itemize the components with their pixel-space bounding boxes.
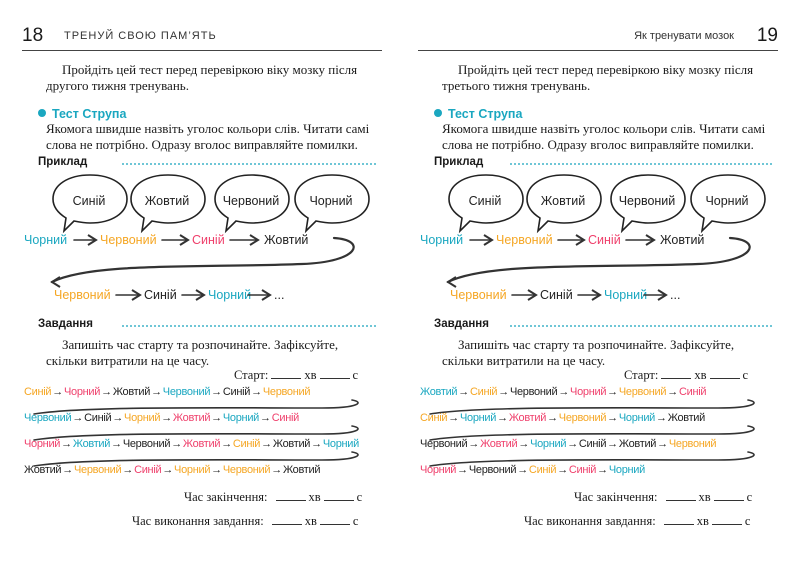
task-return-curves [22, 0, 382, 520]
minutes-blank[interactable] [272, 514, 302, 525]
task-word: Жовтий [480, 438, 518, 450]
arrow-icon: → [547, 412, 558, 424]
example-word: Жовтий [660, 233, 705, 247]
task-word: Червоний [509, 386, 558, 398]
example-word: Чорний [24, 233, 68, 247]
bubble-label: Синій [468, 194, 502, 208]
arrow-icon: → [517, 464, 528, 476]
intro-text: Пройдіть цей тест перед перевіркою віку мозку після третього тижня тренувань. [442, 62, 754, 93]
task-label: Завдання [434, 318, 489, 330]
arrow-icon: → [61, 438, 72, 450]
arrow-icon: → [72, 412, 84, 424]
task-word: Синій [134, 464, 162, 476]
return-curve [34, 426, 358, 440]
arrow-icon: → [458, 386, 469, 398]
seconds-blank[interactable] [714, 490, 744, 501]
task-word: Чорний [420, 464, 457, 476]
ellipsis: ... [670, 288, 681, 302]
task-word: Синій [24, 386, 52, 398]
arrow-icon: → [221, 438, 232, 450]
return-curve [430, 400, 754, 414]
task-return-curves [418, 0, 778, 520]
task-word: Синій [528, 464, 557, 476]
return-curve [34, 400, 358, 414]
arrow-icon: → [161, 412, 172, 424]
task-word: Жовтий [282, 464, 321, 476]
example-word: Червоний [100, 233, 157, 247]
arrow-icon: → [101, 386, 112, 398]
arrow-icon: → [171, 438, 182, 450]
example-word: Синій [540, 288, 573, 302]
end-time-line: Час закінчення: хв с [184, 490, 363, 504]
example-word: Синій [588, 233, 621, 247]
left-page [22, 0, 382, 570]
task-word: Чорний [459, 412, 497, 424]
task-word: Чорний [608, 464, 645, 476]
task-word: Жовтий [72, 438, 111, 450]
end-time-line: Час закінчення: хв с [574, 490, 753, 504]
arrow-icon: → [567, 438, 578, 450]
seconds-blank[interactable] [320, 514, 350, 525]
instructions-text: Якомога швидше назвіть уголос кольори слів. Читати самі слова не потрібно. Одразу вголос виправляйте помилки. [46, 121, 370, 152]
seconds-blank[interactable] [324, 490, 354, 501]
minutes-blank[interactable] [666, 490, 696, 501]
example-word: Червоний [496, 233, 553, 247]
minutes-blank[interactable] [664, 514, 694, 525]
arrow-icon: → [271, 464, 282, 476]
task-word: Чорний [222, 412, 260, 424]
arrow-icon: → [162, 464, 174, 476]
test-title: Тест Струпа [38, 107, 126, 121]
example-word: Синій [192, 233, 225, 247]
bubble-label: Синій [72, 194, 106, 208]
task-word: Червоний [262, 386, 311, 398]
instructions-text: Якомога швидше назвіть уголос кольори слів. Читати самі слова не потрібно. Одразу вголос виправляйте помилки. [442, 121, 766, 152]
task-word: Чорний [322, 438, 359, 450]
arrow-icon: → [211, 412, 222, 424]
task-word: Синій [578, 438, 607, 450]
task-word: Червоний [73, 464, 122, 476]
task-word: Жовтий [618, 438, 657, 450]
task-word: Жовтий [172, 412, 211, 424]
bubble-label: Червоний [618, 194, 676, 208]
task-word: Червоний [122, 438, 171, 450]
example-label: Приклад [434, 156, 484, 168]
arrow-icon: → [497, 412, 508, 424]
task-word: Синій [420, 412, 448, 424]
arrow-icon: → [251, 386, 262, 398]
arrow-icon: → [52, 386, 63, 398]
task-word: Чорний [530, 438, 567, 450]
task-word: Синій [232, 438, 261, 450]
arrow-icon: → [448, 412, 459, 424]
task-text: Запишіть час старту та розпочинайте. Зафіксуйте, скільки витратили на це часу. [46, 337, 339, 368]
task-word: Чорний [124, 412, 161, 424]
task-word: Червоний [24, 412, 72, 424]
task-word: Синій [678, 386, 707, 398]
arrow-icon: → [211, 386, 222, 398]
task-word: Синій [84, 412, 112, 424]
return-curve [430, 426, 754, 440]
bubble-label: Чорний [309, 194, 353, 208]
task-word: Синій [271, 412, 299, 424]
task-word: Чорний [174, 464, 211, 476]
task-word: Синій [568, 464, 597, 476]
task-word: Жовтий [182, 438, 221, 450]
task-word: Жовтий [667, 412, 705, 424]
arrow-icon: → [122, 464, 134, 476]
running-title: ТРЕНУЙ СВОЮ ПАМ’ЯТЬ [64, 30, 217, 42]
running-title: Як тренувати мозок [634, 30, 734, 42]
arrow-icon: → [311, 438, 322, 450]
example-word: Чорний [208, 288, 252, 302]
arrow-icon: → [558, 386, 570, 398]
page-number: 19 [756, 25, 778, 46]
start-time-line: Старт: хв с [234, 368, 359, 382]
arrow-icon: → [597, 464, 608, 476]
task-word: Жовтий [24, 464, 62, 476]
arrow-icon: → [457, 464, 468, 476]
arrow-icon: → [260, 412, 271, 424]
arrow-icon: → [62, 464, 73, 476]
task-word: Червоний [618, 386, 667, 398]
intro-text: Пройдіть цей тест перед перевіркою віку мозку після другого тижня тренувань. [46, 62, 358, 93]
example-word: Червоний [54, 288, 111, 302]
test-title: Тест Струпа [434, 107, 522, 121]
task-word: Чорний [63, 386, 101, 398]
seconds-blank[interactable] [712, 514, 742, 525]
bubble-label: Жовтий [540, 194, 586, 208]
bubble-label: Жовтий [144, 194, 190, 208]
example-label: Приклад [38, 156, 88, 168]
duration-line: Час виконання завдання: хв с [524, 514, 751, 528]
task-word: Червоний [558, 412, 607, 424]
task-word: Жовтий [112, 386, 151, 398]
arrow-icon: → [607, 386, 618, 398]
right-page [418, 0, 778, 570]
task-word: Жовтий [508, 412, 547, 424]
arrow-icon: → [607, 438, 618, 450]
arrow-icon: → [111, 438, 122, 450]
arrow-icon: → [468, 438, 480, 450]
task-word: Червоний [420, 438, 468, 450]
example-word: Червоний [450, 288, 507, 302]
example-word: Синій [144, 288, 177, 302]
example-word: Чорний [604, 288, 648, 302]
task-word: Жовтий [272, 438, 311, 450]
task-word: Червоний [468, 464, 517, 476]
task-word: Червоний [668, 438, 717, 450]
example-word: Жовтий [264, 233, 309, 247]
task-label: Завдання [38, 318, 93, 330]
task-word: Синій [222, 386, 251, 398]
task-word: Жовтий [420, 386, 458, 398]
bubble-label: Чорний [705, 194, 749, 208]
arrow-icon: → [607, 412, 618, 424]
return-curve [430, 452, 754, 466]
arrow-icon: → [667, 386, 678, 398]
arrow-icon: → [261, 438, 272, 450]
return-curve [34, 452, 358, 466]
task-text: Запишіть час старту та розпочинайте. Зафіксуйте, скільки витратили на це часу. [442, 337, 735, 368]
minutes-blank[interactable] [276, 490, 306, 501]
duration-line: Час виконання завдання: хв с [132, 514, 359, 528]
task-word: Чорний [570, 386, 607, 398]
task-word: Чорний [24, 438, 61, 450]
task-word: Синій [469, 386, 498, 398]
arrow-icon: → [657, 438, 668, 450]
start-time-line: Старт: хв с [624, 368, 749, 382]
arrow-icon: → [211, 464, 222, 476]
arrow-icon: → [151, 386, 162, 398]
example-word: Чорний [420, 233, 464, 247]
bubble-label: Червоний [222, 194, 280, 208]
arrow-icon: → [112, 412, 124, 424]
task-word: Червоний [162, 386, 211, 398]
task-word: Червоний [222, 464, 271, 476]
arrow-icon: → [518, 438, 530, 450]
arrow-icon: → [557, 464, 568, 476]
page-number: 18 [22, 25, 44, 46]
arrow-icon: → [498, 386, 509, 398]
arrow-icon: → [656, 412, 667, 424]
ellipsis: ... [274, 288, 285, 302]
task-word: Чорний [618, 412, 656, 424]
